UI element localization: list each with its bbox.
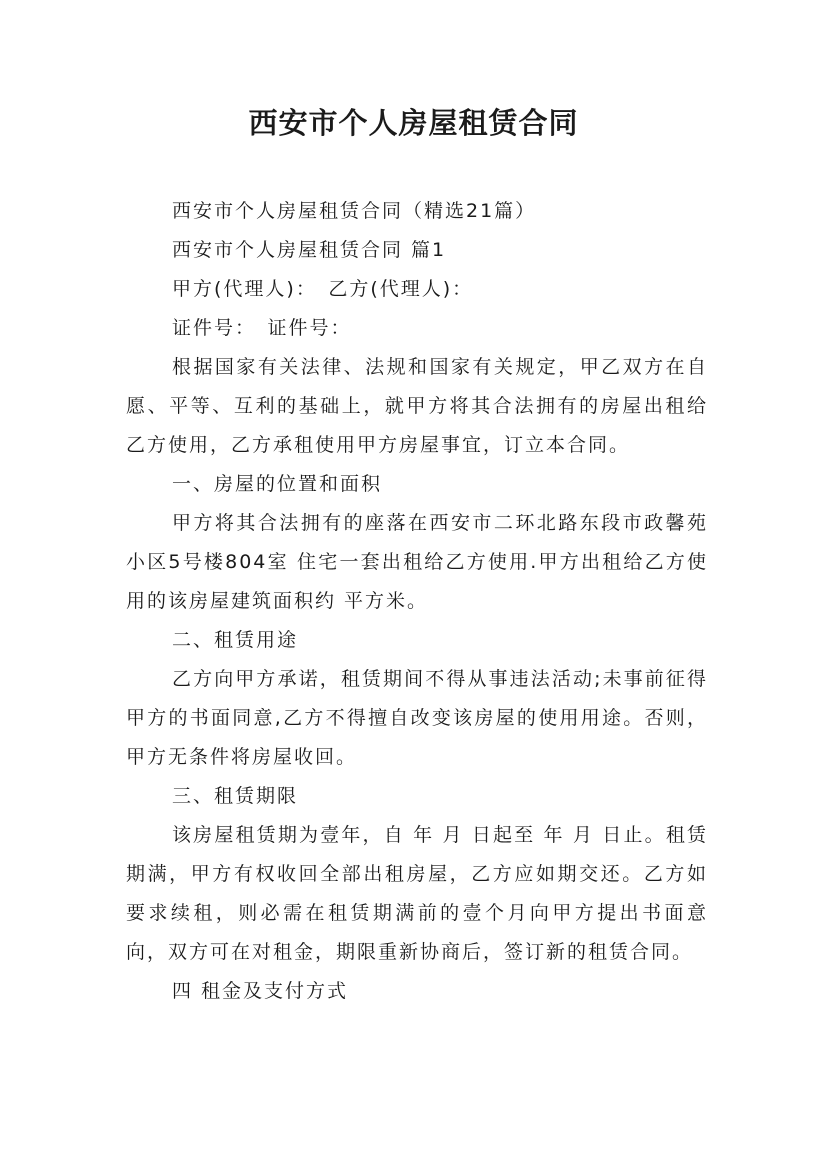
paragraph-article-heading: 西安市个人房屋租赁合同 篇1: [172, 239, 447, 261]
section-heading-term: 三、租赁期限: [172, 785, 299, 807]
paragraph-term: 该房屋租赁期为壹年，自 年 月 日起至 年 月 日止。租赁期满，甲方有权收回全部出租房屋，乙方应如期交还。乙方如要求续租，则必需在租赁期满前的壹个月向甲方提出书面意向，双方可在对租金，期限重新协商后，签订新的租赁合同。: [126, 824, 708, 963]
section-heading-location: 一、房屋的位置和面积: [172, 473, 383, 495]
section-heading-rent: 四 租金及支付方式: [172, 980, 349, 1002]
paragraph-purpose: 乙方向甲方承诺，租赁期间不得从事违法活动;未事前征得甲方的书面同意,乙方不得擅自改变该房屋的使用用途。否则，甲方无条件将房屋收回。: [126, 668, 708, 768]
paragraph-id-numbers: 证件号： 证件号：: [172, 317, 352, 339]
document-title: 西安市个人房屋租赁合同: [248, 106, 579, 140]
paragraph-location: 甲方将其合法拥有的座落在西安市二环北路东段市政馨苑小区5号楼804室 住宅一套出租给乙方使用.甲方出租给乙方使用的该房屋建筑面积约 平方米。: [126, 512, 708, 612]
document-body: [126, 192, 708, 1011]
paragraph-parties: 甲方(代理人)： 乙方(代理人)：: [172, 278, 474, 300]
paragraph-collection-heading: 西安市个人房屋租赁合同（精选21篇）: [172, 200, 537, 222]
paragraph-preamble: 根据国家有关法律、法规和国家有关规定，甲乙双方在自愿、平等、互利的基础上，就甲方将其合法拥有的房屋出租给乙方使用，乙方承租使用甲方房屋事宜，订立本合同。: [126, 356, 708, 456]
section-heading-purpose: 二、租赁用途: [172, 629, 299, 651]
